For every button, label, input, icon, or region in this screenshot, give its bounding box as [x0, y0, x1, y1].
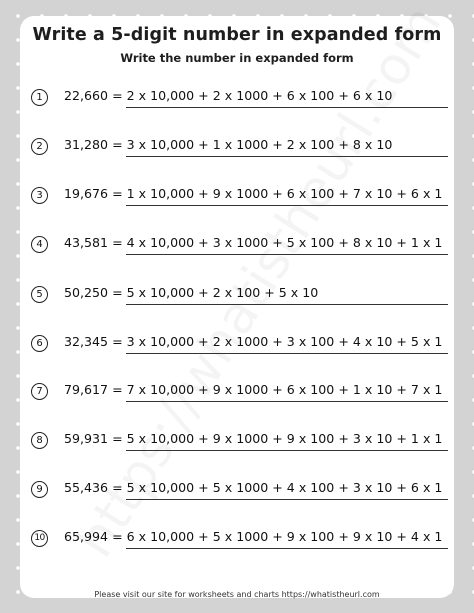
question-number-badge: 3 — [31, 187, 48, 204]
question-text: 55,436 = 5 x 10,000 + 5 x 1000 + 4 x 100 + 3 x 10 + 6 x 1 — [64, 480, 443, 495]
question-number-badge: 5 — [31, 286, 48, 303]
question-number-badge: 1 — [31, 89, 48, 106]
question-text: 32,345 = 3 x 10,000 + 2 x 1000 + 3 x 100 + 4 x 10 + 5 x 1 — [64, 334, 443, 349]
question-number-badge: 10 — [31, 530, 48, 547]
footer-note: Please visit our site for worksheets and charts https://whatistheurl.com — [94, 590, 380, 599]
question-number-badge: 8 — [31, 432, 48, 449]
worksheet-title: Write a 5-digit number in expanded form — [32, 25, 442, 45]
question-text: 43,581 = 4 x 10,000 + 3 x 1000 + 5 x 100 + 8 x 10 + 1 x 1 — [64, 235, 443, 250]
answer-line — [126, 499, 448, 500]
question-row-10 — [20, 530, 454, 556]
question-text: 59,931 = 5 x 10,000 + 9 x 1000 + 9 x 100 + 3 x 10 + 1 x 1 — [64, 431, 443, 446]
answer-line — [126, 304, 448, 305]
question-number-badge: 4 — [31, 236, 48, 253]
answer-line — [126, 353, 448, 354]
question-text: 19,676 = 1 x 10,000 + 9 x 1000 + 6 x 100 + 7 x 10 + 6 x 1 — [64, 186, 443, 201]
question-row-1 — [20, 89, 454, 115]
question-text: 22,660 = 2 x 10,000 + 2 x 1000 + 6 x 100 + 6 x 10 — [64, 88, 393, 103]
question-number-badge: 2 — [31, 138, 48, 155]
answer-line — [126, 205, 448, 206]
worksheet-subtitle: Write the number in expanded form — [120, 51, 354, 65]
answer-line — [126, 450, 448, 451]
question-row-5 — [20, 286, 454, 312]
question-row-8 — [20, 432, 454, 458]
answer-line — [126, 156, 448, 157]
question-row-4 — [20, 236, 454, 262]
question-number-badge: 7 — [31, 383, 48, 400]
question-row-6 — [20, 335, 454, 361]
question-row-9 — [20, 481, 454, 507]
question-row-3 — [20, 187, 454, 213]
question-text: 50,250 = 5 x 10,000 + 2 x 100 + 5 x 10 — [64, 285, 319, 300]
question-number-badge: 9 — [31, 481, 48, 498]
answer-line — [126, 548, 448, 549]
question-number-badge: 6 — [31, 335, 48, 352]
answer-line — [126, 254, 448, 255]
question-text: 31,280 = 3 x 10,000 + 1 x 1000 + 2 x 100 + 8 x 10 — [64, 137, 393, 152]
question-text: 65,994 = 6 x 10,000 + 5 x 1000 + 9 x 100 + 9 x 10 + 4 x 1 — [64, 529, 443, 544]
worksheet-page — [20, 16, 454, 598]
answer-line — [126, 401, 448, 402]
question-row-7 — [20, 383, 454, 409]
question-text: 79,617 = 7 x 10,000 + 9 x 1000 + 6 x 100 + 1 x 10 + 7 x 1 — [64, 382, 443, 397]
answer-line — [126, 107, 448, 108]
question-row-2 — [20, 138, 454, 164]
